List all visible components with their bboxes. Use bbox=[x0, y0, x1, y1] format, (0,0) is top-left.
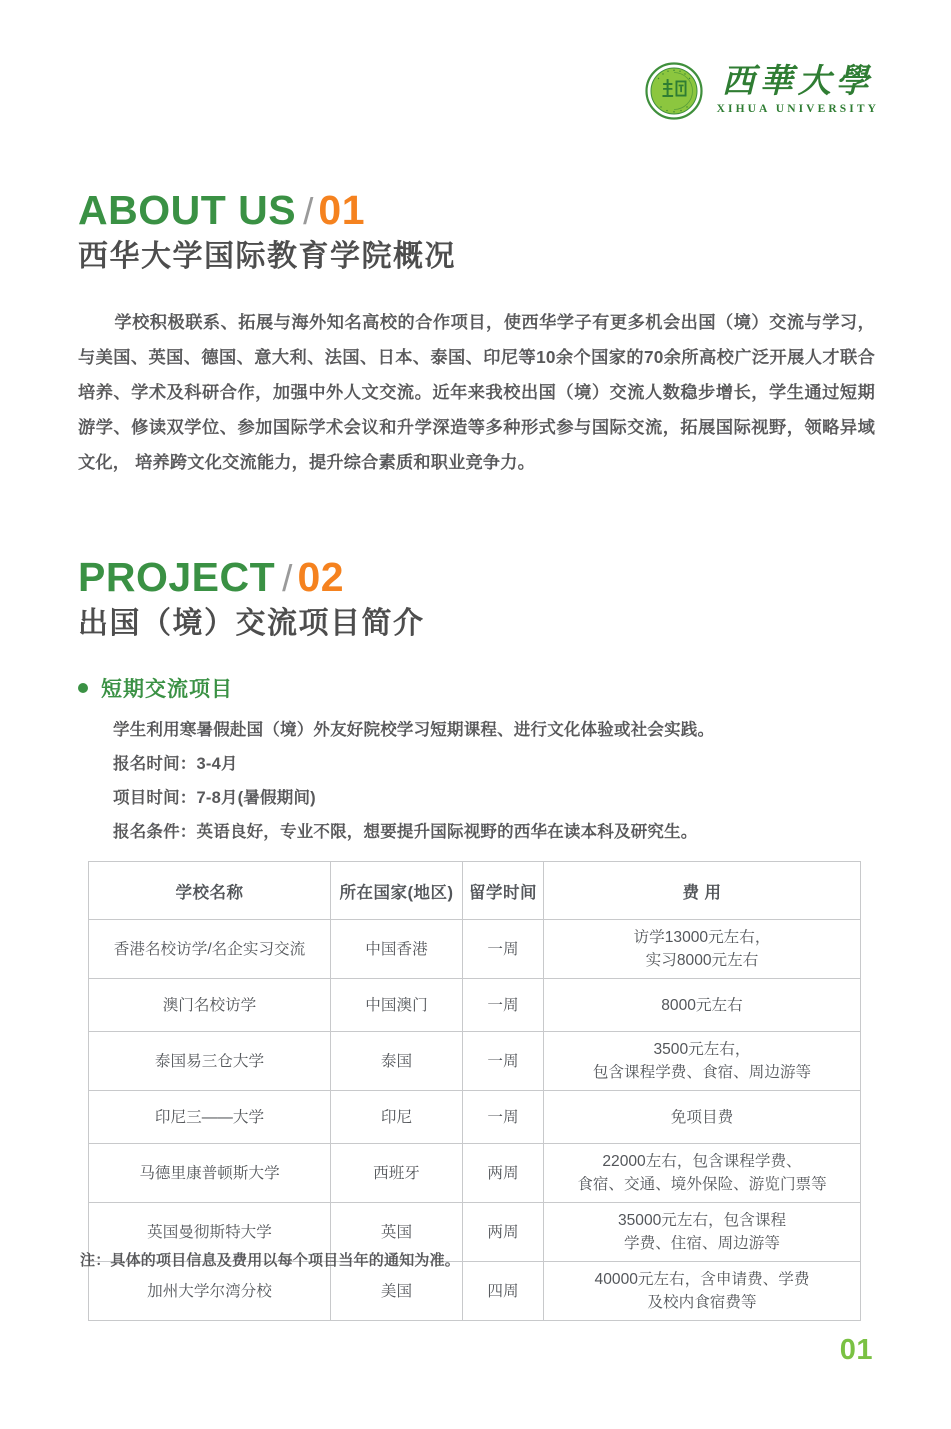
cell-duration: 两周 bbox=[463, 1144, 544, 1203]
cell-fee: 8000元左右 bbox=[544, 979, 861, 1032]
page-number: 01 bbox=[839, 1334, 873, 1366]
cell-duration: 一周 bbox=[463, 1032, 544, 1091]
section-heading-line bbox=[78, 554, 425, 600]
section-subtitle-cn: 西华大学国际教育学院概况 bbox=[78, 240, 456, 273]
cell-country: 印尼 bbox=[331, 1091, 463, 1144]
table-row bbox=[89, 1032, 861, 1091]
about-paragraph bbox=[78, 305, 875, 480]
cell-school: 澳门名校访学 bbox=[89, 979, 331, 1032]
section-number: 02 bbox=[297, 554, 345, 600]
section-title-en: PROJECT bbox=[78, 554, 276, 600]
cell-fee: 40000元左右，含申请费、学费 及校内食宿费等 bbox=[544, 1262, 861, 1321]
col-header-duration: 留学时间 bbox=[463, 862, 544, 920]
section-title-en: ABOUT US bbox=[78, 187, 297, 233]
cell-country: 中国香港 bbox=[331, 920, 463, 979]
program-bullet-label: 短期交流项目 bbox=[101, 678, 233, 701]
cell-school: 加州大学尔湾分校 bbox=[89, 1262, 331, 1321]
cell-fee: 35000元左右，包含课程 学费、住宿、周边游等 bbox=[544, 1203, 861, 1262]
cell-country: 西班牙 bbox=[331, 1144, 463, 1203]
section-separator: / bbox=[303, 191, 314, 232]
program-info-list bbox=[113, 713, 714, 849]
cell-school: 印尼三——大学 bbox=[89, 1091, 331, 1144]
cell-school: 马德里康普顿斯大学 bbox=[89, 1144, 331, 1203]
logo-chinese-name: 西華大學 bbox=[721, 64, 874, 101]
table-row bbox=[89, 1144, 861, 1203]
section-subtitle-cn: 出国（境）交流项目简介 bbox=[78, 607, 425, 640]
cell-fee: 3500元左右， 包含课程学费、食宿、周边游等 bbox=[544, 1032, 861, 1091]
section-heading-project bbox=[78, 554, 425, 642]
table-row bbox=[89, 1262, 861, 1321]
program-info-line: 学生利用寒暑假赴国（境）外友好院校学习短期课程、进行文化体验或社会实践。 bbox=[113, 721, 715, 739]
cell-country: 中国澳门 bbox=[331, 979, 463, 1032]
section-heading-about-us bbox=[78, 187, 456, 275]
table-note: 注：具体的项目信息及费用以每个项目当年的通知为准。 bbox=[80, 1252, 461, 1269]
about-paragraph-text: 学校积极联系、拓展与海外知名高校的合作项目，使西华学子有更多机会出国（境）交流与学习，与美国、英国、德国、意大利、法国、日本、泰国、印尼等10余个国家的70余所高校广泛开展人才联合培养、学术及科研合作，加强中外人文交流。近年来我校出国（境）交流人数稳步增长，学生通过短期游学、修读双学位、参加国际学术会议和升学深造等多种形式参与国际交流，拓展国际视野，领略异域文化， 培养跨文化交流能力，提升综合素质和职业竞争力。 bbox=[78, 312, 875, 472]
bullet-dot-icon bbox=[78, 683, 88, 693]
logo-english-name: XIHUA UNIVERSITY bbox=[716, 102, 879, 115]
program-info-line: 项目时间：7-8月(暑假期间) bbox=[113, 789, 316, 807]
cell-fee: 22000左右，包含课程学费、 食宿、交通、境外保险、游览门票等 bbox=[544, 1144, 861, 1203]
col-header-country: 所在国家(地区) bbox=[331, 862, 463, 920]
cell-fee: 免项目费 bbox=[544, 1091, 861, 1144]
cell-school: 英国曼彻斯特大学 bbox=[89, 1203, 331, 1262]
cell-duration: 一周 bbox=[463, 979, 544, 1032]
university-logo bbox=[645, 62, 879, 120]
university-seal-icon bbox=[645, 62, 703, 120]
table-header-row bbox=[89, 862, 861, 920]
program-info-line: 报名条件：英语良好，专业不限，想要提升国际视野的西华在读本科及研究生。 bbox=[113, 823, 698, 841]
programs-table-head bbox=[89, 862, 861, 920]
program-info-line: 报名时间：3-4月 bbox=[113, 755, 238, 773]
cell-duration: 两周 bbox=[463, 1203, 544, 1262]
cell-duration: 四周 bbox=[463, 1262, 544, 1321]
cell-country: 泰国 bbox=[331, 1032, 463, 1091]
table-row bbox=[89, 1091, 861, 1144]
section-separator: / bbox=[282, 558, 293, 599]
cell-school: 泰国易三仓大学 bbox=[89, 1032, 331, 1091]
section-heading-line bbox=[78, 187, 456, 233]
cell-duration: 一周 bbox=[463, 1091, 544, 1144]
col-header-fee: 费 用 bbox=[544, 862, 861, 920]
cell-fee: 访学13000元左右， 实习8000元左右 bbox=[544, 920, 861, 979]
section-number: 01 bbox=[318, 187, 365, 233]
cell-school: 香港名校访学/名企实习交流 bbox=[89, 920, 331, 979]
logo-wordmark bbox=[717, 65, 879, 117]
table-row bbox=[89, 979, 861, 1032]
program-bullet-heading bbox=[78, 673, 233, 703]
cell-duration: 一周 bbox=[463, 920, 544, 979]
col-header-school: 学校名称 bbox=[89, 862, 331, 920]
table-row bbox=[89, 920, 861, 979]
cell-country: 英国 bbox=[331, 1203, 463, 1262]
cell-country: 美国 bbox=[331, 1262, 463, 1321]
